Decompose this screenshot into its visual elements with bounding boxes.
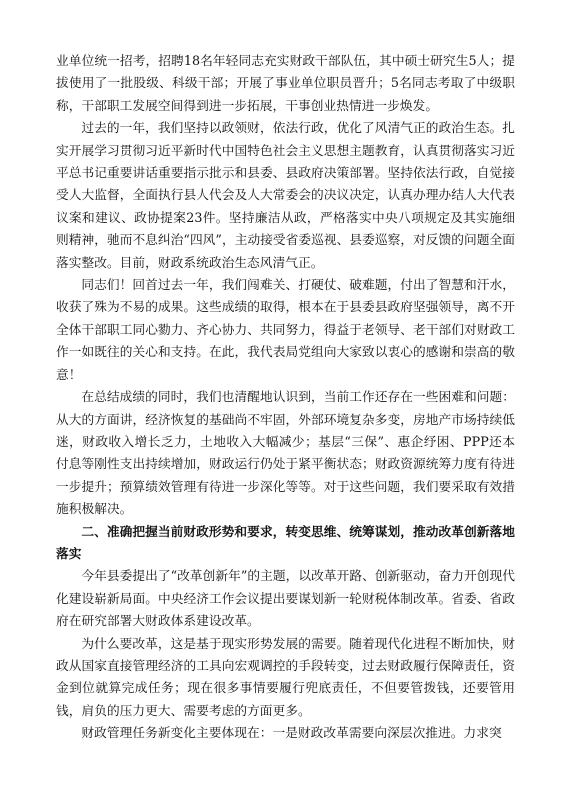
paragraph-continued: 业单位统一招考，招聘18名年轻同志充实财政干部队伍，其中硕士研究生5人；提拔使用了一批股级、科级干部；开展了事业单位职员晋升；5名同志考取了中级职称，干部职工发展空间得到进一步拓展，干事创业热情进一步焕发。 — [56, 53, 515, 113]
section-heading: 二、准确把握当前财政形势和要求，转变思维、统筹谋划，推动改革创新落地落实 — [56, 523, 515, 561]
paragraph-acknowledgement: 同志们！回首过去一年，我们闯难关、打硬仗、破难题，付出了智慧和汗水，收获了殊为不易的成果。这些成绩的取得，根本在于县委县政府坚强领导，离不开全体干部职工同心勠力、齐心协力、共同努力，得益于老领导、老干部们对财政工作一如既往的关心和支持。在此，我代表局党组向大家致以衷心的感谢和崇高的敬意！ — [56, 277, 515, 382]
paragraph-problems: 在总结成绩的同时，我们也清醒地认识到，当前工作还存在一些困难和问题：从大的方面讲，经济恢复的基础尚不牢固，外部环境复杂多变，房地产市场持续低迷，财政收入增长乏力，土地收入大幅减少；基层“三保”、惠企纾困、PPP还本付息等刚性支出持续增加，财政运行仍处于紧平衡状态；财政资源统筹力度有待进一步提升；预算绩效管理有待进一步深化等等。对于这些问题，我们要采取有效措施积极解决。 — [56, 389, 515, 517]
paragraph-why-reform: 为什么要改革，这是基于现实形势发展的需要。随着现代化进程不断加快，财政从国家直接管理经济的工具向宏观调控的手段转变，过去财政履行保障责任，资金到位就算完成任务；现在很多事情要履行兜底责任，不但要管拨钱，还要管用钱，肩负的压力更大、需要考虑的方面更多。 — [56, 635, 515, 718]
paragraph-new-changes: 财政管理任务新变化主要体现在：一是财政改革需要向深层次推进。力求突 — [81, 725, 502, 741]
paragraph-political-ecology: 过去的一年，我们坚持以政领财，依法行政，优化了风清气正的政治生态。扎实开展学习贯彻习近平新时代中国特色社会主义思想主题教育，认真贯彻落实习近平总书记重要讲话重要指示批示和县委、县政府决策部署。坚持依法行政，自觉接受人大监督，全面执行县人代会及人大常委会的决议决定，认真办理办结人大代表议案和建议、政协提案23件。坚持廉洁从政，严格落实中央八项规定及其实施细则精神，驰而不息纠治“四风”，主动接受省委巡视、县委巡察，对反馈的问题全面落实整改。目前，财政系统政治生态风清气正。 — [56, 120, 515, 270]
paragraph-reform-theme: 今年县委提出了“改革创新年”的主题，以改革开路、创新驱动，奋力开创现代化建设崭新局面。中央经济工作会议提出要谋划新一轮财税体制改革。省委、省政府在研究部署大财政体系建设改革。 — [56, 568, 515, 629]
